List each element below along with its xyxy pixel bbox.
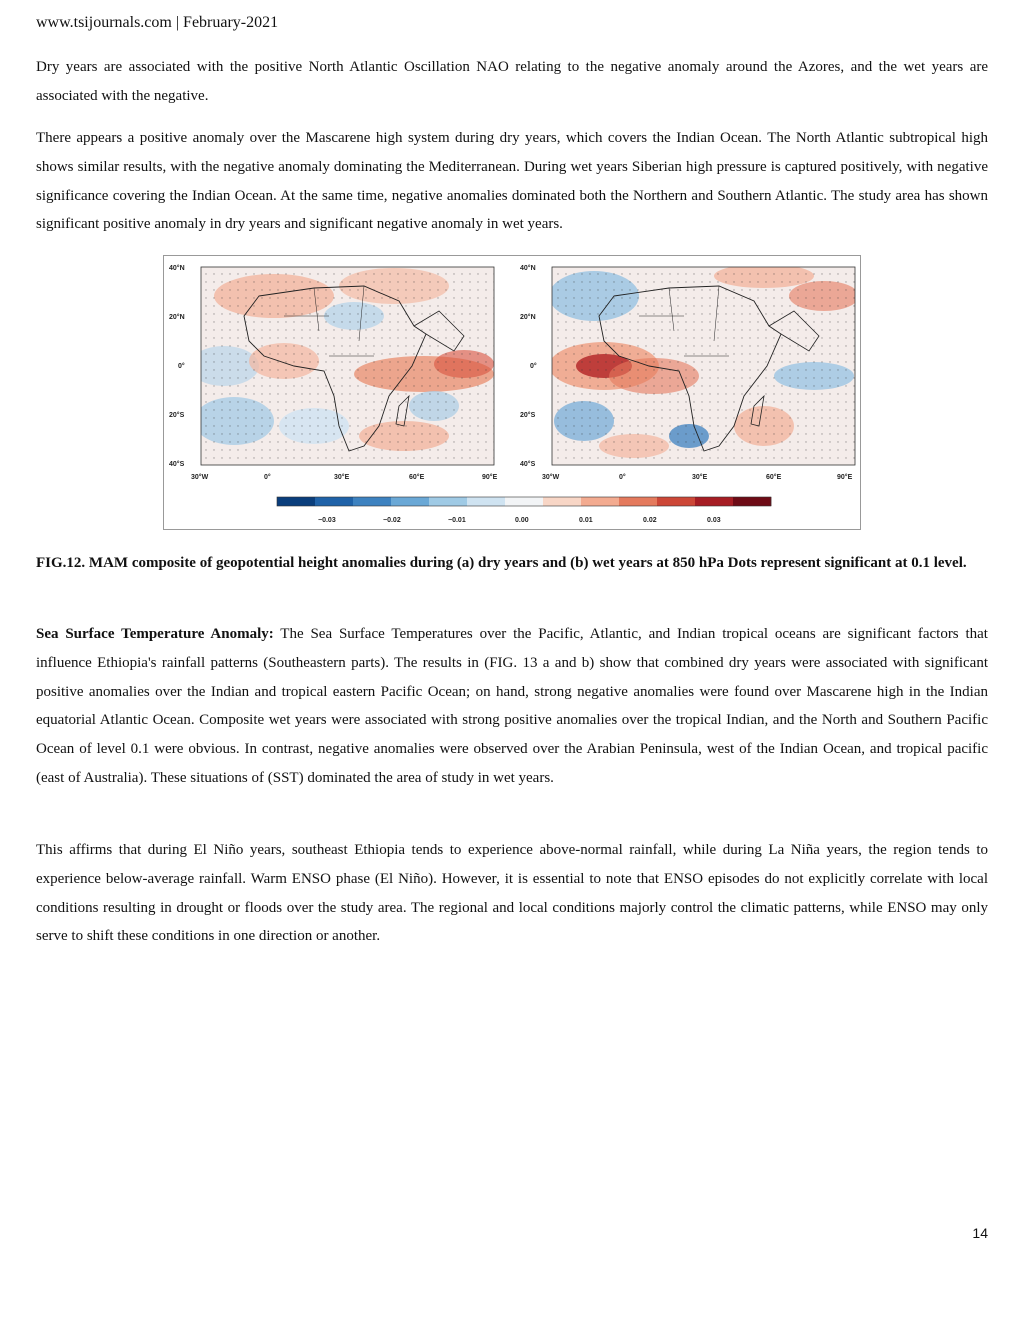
colorbar-swatch <box>277 497 315 506</box>
colorbar-swatch <box>543 497 581 506</box>
lon-axis-b <box>542 473 853 481</box>
lon-tick-label: 60°E <box>409 474 425 481</box>
colorbar-ticks <box>318 517 721 524</box>
lon-tick-label: 30°W <box>191 474 209 481</box>
lat-tick-label: 40°S <box>520 461 536 468</box>
colorbar-tick-label: −0.03 <box>318 517 336 524</box>
lon-tick-label: 90°E <box>837 474 853 481</box>
colorbar-swatch <box>315 497 353 506</box>
lat-tick-label: 20°S <box>520 412 536 419</box>
paragraph-nao: Dry years are associated with the positive North Atlantic Oscillation NAO relating to the negative anomaly around the Azores, and the wet years are associated with the negative. <box>36 59 988 104</box>
colorbar-tick-label: 0.00 <box>515 517 529 524</box>
colorbar-swatch <box>695 497 733 506</box>
lat-tick-label: 0° <box>178 363 185 370</box>
lon-tick-label: 0° <box>264 474 271 481</box>
lat-tick-label: 40°N <box>520 265 536 272</box>
colorbar-tick-label: −0.02 <box>383 517 401 524</box>
colorbar <box>277 497 771 506</box>
colorbar-swatch <box>657 497 695 506</box>
lat-tick-label: 20°N <box>169 314 185 321</box>
lat-tick-label: 40°N <box>169 265 185 272</box>
lon-tick-label: 30°E <box>692 474 708 481</box>
lat-tick-label: 40°S <box>169 461 185 468</box>
colorbar-swatch <box>429 497 467 506</box>
lon-tick-label: 30°E <box>334 474 350 481</box>
colorbar-tick-label: 0.03 <box>707 517 721 524</box>
colorbar-swatch <box>353 497 391 506</box>
colorbar-swatch <box>733 497 771 506</box>
colorbar-tick-label: 0.01 <box>579 517 593 524</box>
colorbar-swatch <box>619 497 657 506</box>
page-header: www.tsijournals.com | February-2021 <box>36 14 279 31</box>
lat-tick-label: 20°S <box>169 412 185 419</box>
colorbar-swatch <box>581 497 619 506</box>
paragraph-mascarene: There appears a positive anomaly over the Mascarene high system during dry years, which covers the Indian Ocean. The North Atlantic subtropical high shows similar results, with the negative anomaly dominating the Mediterranean. During wet years Siberian high pressure is captured positively, with negative significance covering the Indian Ocean. At the same time, negative anomalies dominated both the Northern and Southern Atlantic. The study area has shown significant positive anomaly in dry years and significant negative anomaly in wet years. <box>36 130 988 233</box>
colorbar-tick-label: 0.02 <box>643 517 657 524</box>
panel-wet-years-map <box>549 264 859 465</box>
lat-tick-label: 0° <box>530 363 537 370</box>
figure-12 <box>163 255 861 530</box>
lon-axis-a <box>191 473 498 481</box>
colorbar-swatch <box>391 497 429 506</box>
lon-tick-label: 90°E <box>482 474 498 481</box>
paragraph-sst <box>36 620 988 793</box>
lat-tick-label: 20°N <box>520 314 536 321</box>
paragraph-enso: This affirms that during El Niño years, southeast Ethiopia tends to experience above-normal rainfall, while during La Niña years, the region tends to experience below-average rainfall. Warm ENSO phase (El Niño). However, it is essential to note that ENSO episodes do not explicitly correlate with local conditions resulting in drought or floods over the study area. The regional and local conditions majorly control the climatic patterns, while ENSO may only serve to shift these conditions in one direction or another. <box>36 842 988 945</box>
figure-caption: FIG.12. MAM composite of geopotential height anomalies during (a) dry years and (b) wet years at 850 hPa Dots represent significant at 0.1 level. <box>36 555 967 571</box>
colorbar-tick-label: −0.01 <box>448 517 466 524</box>
panel-dry-years-map <box>189 267 494 465</box>
sst-body: The Sea Surface Temperatures over the Pacific, Atlantic, and Indian tropical oceans are significant factors that influence Ethiopia's rainfall patterns (Southeastern parts). The results in (FIG. 13 a and b) show that combined dry years were associated with significant positive anomalies over the Indian and tropical eastern Pacific Ocean; on hand, strong negative anomalies were found over Mascarene high in the Indian equatorial Atlantic Ocean. Composite wet years were associated with strong positive anomalies over the tropical Indian, and the North and Southern Pacific Ocean of level 0.1 were obvious. In contrast, negative anomalies were observed over the Arabian Peninsula, west of the Indian Ocean, and tropical pacific (east of Australia). These situations of (SST) dominated the area of study in wet years. <box>36 626 988 786</box>
lat-axis-a <box>169 264 185 468</box>
colorbar-swatch <box>467 497 505 506</box>
lon-tick-label: 30°W <box>542 474 560 481</box>
lat-axis-b <box>520 264 537 468</box>
lon-tick-label: 60°E <box>766 474 782 481</box>
lon-tick-label: 0° <box>619 474 626 481</box>
figure-12-graphic <box>164 256 860 529</box>
sst-heading: Sea Surface Temperature Anomaly: <box>36 626 274 642</box>
colorbar-swatch <box>505 497 543 506</box>
page-number: 14 <box>972 1225 988 1241</box>
